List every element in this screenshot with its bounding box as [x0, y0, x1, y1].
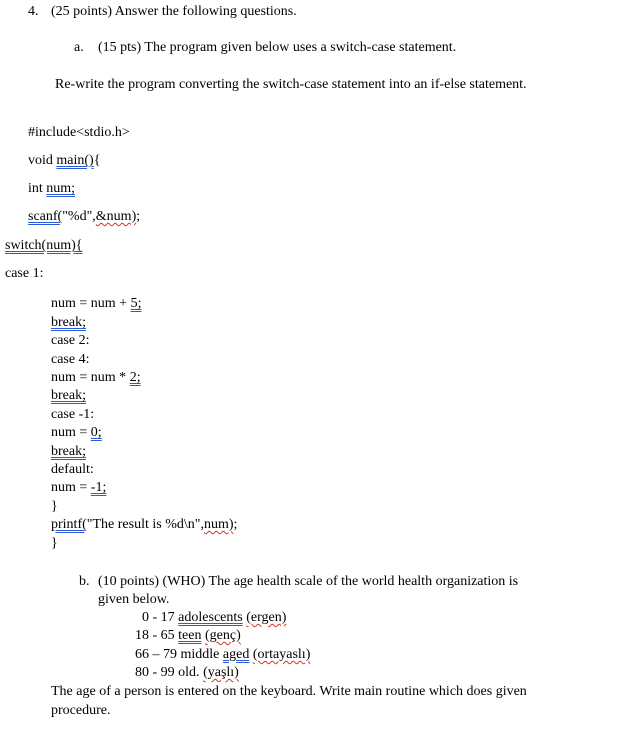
- scale-native: (ortayaslı): [252, 647, 311, 662]
- code-c4-val: 2;: [129, 370, 141, 385]
- code-include: #include<stdio.h>: [28, 125, 130, 140]
- scale-native: (ergen): [246, 610, 287, 625]
- part-b-line2: given below.: [98, 592, 170, 607]
- code-scanf-arg: &num): [95, 209, 137, 224]
- scale-label: adolescents: [178, 610, 243, 625]
- code-cn-val: 0;: [90, 425, 102, 440]
- code-case1: case 1:: [5, 266, 44, 281]
- part-b-label: b.: [79, 574, 90, 589]
- scale-range: 0 - 17: [142, 610, 179, 625]
- scale-label: teen: [178, 628, 202, 643]
- scale-range: 80 - 99 old.: [135, 665, 204, 680]
- scale-range: 66 – 79 middle: [135, 647, 223, 662]
- part-b-task-line1: The age of a person is entered on the keyboard. Write main routine which does given: [51, 684, 527, 699]
- code-int-var: num;: [46, 181, 76, 196]
- code-scanf-fmt: "%d",: [62, 209, 96, 224]
- code-c1-val: 5;: [130, 296, 142, 311]
- scale-native: (yaşlı): [203, 665, 239, 680]
- code-d-val: -1;: [90, 480, 107, 495]
- code-c4-expr: num = num *: [51, 370, 130, 385]
- code-d-expr: num =: [51, 480, 91, 495]
- code-case4: case 4:: [51, 352, 90, 367]
- part-a-title: (15 pts) The program given below uses a switch-case statement.: [98, 40, 457, 55]
- scale-row: [135, 647, 310, 663]
- code-void: void: [28, 153, 57, 168]
- code-scanf-end: ;: [136, 209, 141, 224]
- code-c1-line: [51, 296, 141, 312]
- scale-row: [135, 628, 241, 644]
- part-b-line1: (10 points) (WHO) The age health scale of the world health organization is: [98, 574, 519, 589]
- scale-row: [142, 610, 286, 626]
- scale-native: (genç): [205, 628, 241, 643]
- code-close-1: }: [51, 499, 58, 514]
- part-a-instruction: Re-write the program converting the switch-case statement into an if-else statement.: [55, 77, 527, 92]
- code-cn-expr: num =: [51, 425, 91, 440]
- code-printf-fn: printf(: [51, 517, 87, 532]
- code-scanf-line: [28, 209, 140, 225]
- question-number: 4.: [28, 4, 39, 19]
- code-break-1: break;: [51, 315, 86, 330]
- part-b-task-line2: procedure.: [51, 703, 111, 718]
- code-main-brace: {: [93, 153, 101, 168]
- code-cn-line: [51, 425, 102, 441]
- code-c1-expr: num = num +: [51, 296, 131, 311]
- code-c4-line: [51, 370, 141, 386]
- code-int-line: [28, 181, 75, 197]
- code-default: default:: [51, 462, 94, 477]
- code-switch-line: [5, 238, 83, 254]
- code-break-2: break;: [51, 388, 86, 403]
- scale-range: 18 - 65: [135, 628, 179, 643]
- scale-row: [135, 665, 239, 681]
- code-switch-brace: {: [75, 238, 83, 253]
- code-break-3: break;: [51, 444, 86, 459]
- code-printf-line: [51, 517, 237, 533]
- code-switch-head: switch(num): [5, 238, 76, 253]
- code-printf-end: ;: [233, 517, 238, 532]
- code-printf-text: "The result is %d\n",: [86, 517, 204, 532]
- code-case-neg1: case -1:: [51, 407, 95, 422]
- scale-label: aged: [222, 647, 250, 662]
- code-main-line: [28, 153, 100, 169]
- code-d-line: [51, 480, 106, 496]
- part-a-label: a.: [74, 40, 84, 55]
- code-main-name: main(): [56, 153, 94, 168]
- code-scanf-fn: scanf(: [28, 209, 63, 224]
- code-int-kw: int: [28, 181, 47, 196]
- code-case2: case 2:: [51, 333, 90, 348]
- code-close-2: }: [51, 536, 58, 551]
- code-printf-arg: num): [203, 517, 234, 532]
- question-header: (25 points) Answer the following questions.: [51, 4, 297, 19]
